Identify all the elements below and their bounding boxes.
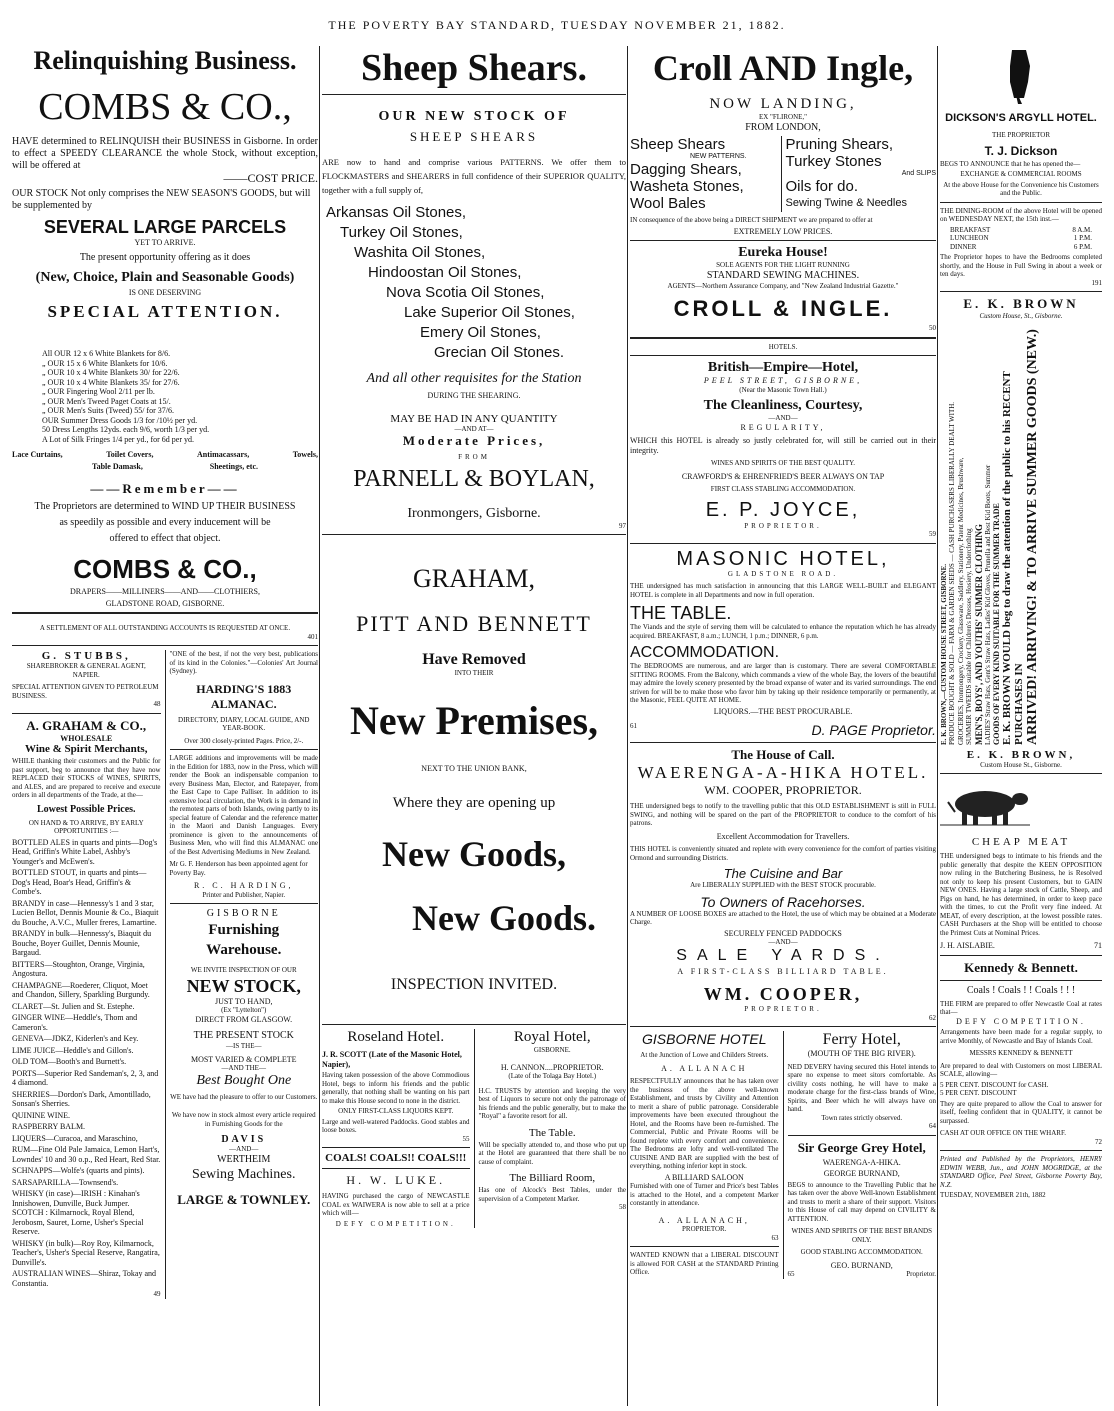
ad-text: LADIES' Straw Hats, Gent's Straw Hats, Ladies' Kid Gloves, Prunella and Best Kid Boots, Summer: [983, 464, 992, 745]
ad-text: EXTREMELY LOW PRICES.: [733, 226, 833, 236]
ad-text: Are prepared to deal with Customers on most LIBERAL SCALE, allowing—: [940, 1061, 1102, 1078]
ad-text: CASH AT OUR OFFICE ON THE WHARF.: [940, 1129, 1067, 1137]
column-3: [630, 46, 936, 1406]
column-1: [12, 46, 318, 1406]
list-item: WHISKY (in bulk)—Roy Roy, Kilmarnock, Teacher's, Usher's Special Reserve, Rangatira, Dunville's.: [12, 1238, 160, 1267]
ad-text: DURING THE SHEARING.: [427, 391, 521, 400]
ad-text: WHILE thanking their customers and the Public for past support, beg to announce that they have now REPLACED their STOCKS of WINES, SPIRITS, and ALES, and are prepared to receive and execute orders in all departments of the Trade, at the—: [12, 757, 161, 799]
headline: The House of Call.: [731, 747, 835, 762]
list-item: Sheep Shears: [630, 135, 726, 153]
headline: To Owners of Racehorses.: [700, 893, 866, 910]
ad-text: WANTED KNOWN that a LIBERAL DISCOUNT is allowed FOR CASH at the STANDARD Printing Office.: [630, 1251, 779, 1276]
meal-times: [940, 224, 1102, 254]
ad-title: British—Empire—Hotel,: [707, 360, 859, 375]
ad-text: Proprietor.: [906, 1270, 936, 1278]
stock-list: [12, 349, 318, 444]
ad-text: OUR STOCK Not only comprises the NEW SEASON'S GOODS, but will be supplemented by: [12, 188, 311, 211]
ad-number: 72: [1095, 1137, 1102, 1146]
ad-number: 63: [771, 1233, 779, 1242]
list-item: BOTTLED STOUT, in quarts and pints—Dog's Head, Boar's Head, Griffin's & Combe's.: [12, 868, 147, 896]
list-item: PORTS—Superior Red Sandeman's, 2, 3, and 4 diamond.: [12, 1068, 159, 1087]
ad-text: ARE now to hand and comprise various PATTERNS. We offer them to FLOCKMASTERS and SHEARERS in full confidence of their SUPERIOR QUALITY, together with a full supply of,: [322, 157, 626, 195]
ad-text: Has one of Alcock's Best Tables, under the supervision of a Competent Marker.: [478, 1186, 626, 1203]
ad-text: THE FIRM are prepared to offer Newcastle Coal at rates that—: [940, 999, 1102, 1016]
ad-text: SHAREBROKER & GENERAL AGENT,: [26, 662, 146, 670]
ad-title: Ferry Hotel,: [822, 1031, 901, 1048]
goods-item: Sheetings, etc.: [209, 461, 258, 471]
ad-text: THE PROPRIETOR: [991, 131, 1051, 139]
list-item: SARSAPARILLA—Townsend's.: [12, 1177, 119, 1187]
ad-text: THE PRESENT STOCK: [193, 1030, 294, 1041]
ad-text: GOOD STABLING ACCOMMODATION.: [800, 1248, 923, 1256]
ad-text: EX "FLIRONE,": [758, 113, 808, 121]
ad-text: PRODUCE BOUGHT & SOLD — FARM & GARDEN SEEDS — CASH PURCHASERS LIBERALLY DEALT WITH.: [948, 401, 956, 745]
ad-text: Are LIBERALLY SUPPLIED with the BEST STOCK procurable.: [690, 881, 876, 889]
list-item: WHISKY (in case)—IRISH : Kinahan's Innishowen, Dunville, Buck Jumper. SCOTCH : Kilmarnock, Royal Blend, Jerobosm, Sauret, Lorne, Usher's Special Reserve.: [12, 1189, 144, 1236]
list-item: „ OUR Men's Suits (Tweed) 55/ for 37/6.: [42, 406, 174, 415]
firm-name: J. H. AISLABIE.: [940, 941, 995, 950]
ad-text: WAERENGA-A-HIKA.: [822, 1157, 901, 1167]
firm-name: PITT AND BENNETT: [356, 611, 592, 636]
ad-text: Best Bought One: [196, 1072, 292, 1088]
ad-title: Croll AND Ingle,: [652, 48, 914, 88]
headline: Moderate Prices,: [402, 433, 546, 448]
ad-text: Excellent Accommodation for Travellers.: [716, 831, 850, 841]
ad-text: —AND THE—: [221, 1064, 266, 1072]
ad-text: Printer and Publisher, Napier.: [202, 890, 286, 899]
ad-text: Wine & Spirit Merchants,: [25, 743, 148, 755]
ad-text: WERTHEIM: [217, 1153, 271, 1165]
ad-number: 97: [619, 521, 626, 530]
address: Custom House St., Gisborne.: [980, 760, 1062, 769]
column-rule: [319, 46, 320, 1406]
ad-text: PROPRIETOR.: [744, 521, 822, 530]
headline: Have Removed: [422, 651, 526, 668]
ad-text: REGULARITY,: [740, 422, 826, 432]
list-item: Washeta Stones,: [630, 178, 744, 195]
ad-text: THIS HOTEL is conveniently situated and replete with every convenience for the comfort of parties visiting Ormond and surrounding Districts.: [630, 845, 936, 862]
goods-item: Table Damask,: [92, 461, 143, 471]
list-item: GENEVA—JDKZ, Kiderlen's and Key.: [12, 1034, 139, 1043]
ad-text: MEN'S, BOYS', AND YOUTHS' SUMMER CLOTHING: [973, 523, 984, 745]
ad-text: HAVE determined to RELINQUISH their BUSINESS in Gisborne. In order to effect a SPEEDY CLEARANCE the whole Stock, without exception, will be offered at: [12, 136, 318, 171]
ad-text: And all other requisites for the Station: [366, 371, 582, 386]
list-item: Pruning Shears,: [785, 135, 894, 153]
ad-text: Over 300 closely-printed Pages. Price, 2/-.: [184, 736, 304, 745]
list-item: GINGER WINE—Heddle's, Thom and Cameron's.: [12, 1013, 138, 1032]
ad-text: DIRECT FROM GLASGOW.: [195, 1014, 293, 1024]
headline: SPECIAL ATTENTION.: [47, 302, 283, 321]
ad-text: Where they are opening up: [392, 795, 556, 811]
firm-name: LARGE & TOWNLEY.: [177, 1191, 311, 1207]
ad-text: LARGE additions and improvements will be made in the Edition for 1883, now in the Press, which will render the Book an indispensable companion to every Business Man, Elector, and Ratepayer, from the East Cape to Cape Palliser. In addition to its extensive local circulation, the Work is in demand in the remotest parts of both Islands, owing partly to its special feature of Calendar and the reference matter in the Maori and Danish Languages. Every prominence is given to the announcements of Business Men, who will find this ALMANAC one of the Best Advertising Mediums in New Zealand.: [169, 754, 318, 856]
ad-text: The Table.: [528, 1126, 576, 1139]
ad-text: A. ALLANACH,: [658, 1215, 750, 1225]
list-item: CHAMPAGNE—Roederer, Cliquot, Moet and Chandon, Sillery, Sparkling Burgundy.: [12, 980, 150, 999]
firm-name: COMBS & CO.,: [73, 554, 257, 584]
ad-title: Sheep Shears.: [361, 47, 587, 89]
ad-text: Mr G. F. Henderson has been appointed agent for Poverty Bay.: [169, 860, 308, 877]
list-item: SCHNAPPS—Wolfe's (quarts and pints).: [12, 1166, 145, 1175]
ad-number: 58: [619, 1203, 626, 1211]
ad-text: DEFY COMPETITION.: [956, 1016, 1086, 1026]
ad-text: 5 PER CENT. DISCOUNT for CASH.: [940, 1080, 1049, 1089]
firm-name: CROLL & INGLE.: [673, 296, 893, 321]
ad-text: THE DINING-ROOM of the above Hotel will be opened on WEDNESDAY NEXT, the 15th inst.—: [940, 206, 1102, 223]
list-item: „ OUR 10 x 4 White Blankets 35/ for 27/6.: [42, 377, 180, 387]
ad-text: SUMMER TWEEDS suitable for Children's Dresses, Hosiery, Underclothing: [965, 527, 973, 745]
list-item: Wool Bales: [630, 195, 706, 212]
ad-title: DICKSON'S ARGYLL HOTEL.: [945, 112, 1097, 124]
ad-text: The BEDROOMS are numerous, and are larger than is customary. There are several COMFORTABLE SITTING ROOMS. From the Balcony, which commands a view of the whole Bay, the lovers of the beautiful may admire the lovely scenery presented by the broad expanse of water and its varied surroundings. The end striven for will be to make those who favor him by taking up their residence temporarily or permanently, at the Masonic, FEEL QUITE AT HOME.: [630, 662, 936, 704]
list-item: Sewing Twine & Needles: [785, 197, 907, 209]
ad-text: AGENTS—Northern Assurance Company, and "New Zealand Industrial Gazette.": [667, 281, 899, 290]
ad-text: Town rates strictly observed.: [821, 1113, 903, 1122]
list-item: BITTERS—Stoughton, Orange, Virginia, Angostura.: [12, 959, 145, 978]
list-item: LIME JUICE—Heddle's and Gillon's.: [12, 1045, 134, 1055]
ad-text: (Near the Masonic Town Hall.): [739, 385, 827, 394]
ad-title: Kennedy & Bennett.: [964, 959, 1078, 975]
ad-text: IN consequence of the above being a DIRECT SHIPMENT we are prepared to offer at: [630, 216, 873, 224]
ox-icon: [940, 782, 1030, 827]
list-item: NEW PATTERNS.: [690, 152, 747, 160]
ad-text: EXCHANGE & COMMERCIAL ROOMS: [960, 170, 1082, 178]
list-item: A Lot of Silk Fringes 1/4 per yd., for 6d per yd.: [42, 434, 194, 444]
ad-title: MASONIC HOTEL,: [676, 547, 890, 570]
list-item: Washita Oil Stones,: [354, 244, 486, 261]
ad-title: A. GRAHAM & CO.,: [26, 717, 147, 733]
section-label: HOTELS.: [768, 342, 798, 351]
ad-text: NAPIER.: [72, 670, 100, 679]
ad-text: BEGS to announce to the Travelling Public that he has taken over the above Well-known Establishment and trusts to merit a share of their support. Visitors to this House of call may depend on CIVILITY & ATTENTION.: [787, 1180, 936, 1223]
headline: NEW STOCK,: [186, 975, 301, 996]
ad-text: The Proprietor hopes to have the Bedrooms completed shortly, and the House in Full Swing in about a week or ten days.: [940, 253, 1102, 278]
ad-text: Lowest Possible Prices.: [36, 803, 136, 815]
list-item: And SLIPS: [901, 169, 936, 177]
list-item: Grecian Oil Stones.: [434, 344, 565, 361]
ad-text: —AND—: [229, 1145, 259, 1153]
ad-text: SOLE AGENTS FOR THE LIGHT RUNNING: [716, 261, 850, 269]
vertical-ad: [940, 325, 1102, 745]
meal-name: DINNER: [950, 242, 977, 251]
ad-text: as speedily as possible and every inducement will be: [59, 517, 271, 528]
ad-text: THE undersigned has much satisfaction in announcing that this LARGE WELL-BUILT and ELEGANT HOTEL is complete in all Departments and now in full operation.: [630, 582, 936, 599]
goods-item: Antimacassars,: [196, 450, 250, 459]
list-item: OLD TOM—Booth's and Burnett's.: [12, 1057, 127, 1066]
cost-price: ——COST PRICE.: [223, 171, 318, 185]
list-item: QUININE WINE.: [12, 1110, 71, 1120]
headline: Coals ! Coals ! ! Coals ! ! !: [966, 984, 1076, 996]
list-item: BRANDY in bulk—Hennessy's, Biaquit du Bouche, Boyer Guillet, Dennis Mounie, Bargaud.: [12, 929, 152, 957]
ad-text: SECURELY FENCED PADDOCKS: [724, 928, 842, 938]
list-item: RASPBERRY BALM.: [12, 1122, 86, 1131]
list-item: 50 Dress Lengths 12yds. each 9/6, worth 1/3 per yd.: [42, 425, 210, 434]
ad-text: WINES AND SPIRITS OF THE BEST QUALITY.: [710, 459, 856, 467]
ad-text: R. C. HARDING,: [193, 881, 294, 890]
ad-text: WHICH this HOTEL is already so justly celebrated for, will still be carried out in their integrity.: [630, 436, 936, 455]
ad-text: JUST TO HAND,: [214, 996, 273, 1006]
ad-text: WE INVITE INSPECTION OF OUR: [190, 966, 297, 974]
ad-text: At the Junction of Lowe and Childers Streets.: [640, 1051, 769, 1059]
list-item: „ OUR Fingering Wool 2/11 per lb.: [42, 387, 155, 396]
firm-name: COMBS & CO.,: [38, 86, 292, 128]
ad-number: 71: [1094, 941, 1102, 950]
firm-name: H. W. LUKE.: [346, 1173, 446, 1187]
list-item: „ OUR 10 x 4 White Blankets 30/ for 22/6.: [42, 368, 180, 377]
ad-text: offered to effect that object.: [109, 533, 221, 544]
ad-text: SPECIAL ATTENTION GIVEN TO PETROLEUM BUSINESS.: [12, 683, 159, 700]
ad-text: DRAPERS——MILLINERS——AND——CLOTHIERS,: [69, 587, 260, 596]
firm-name: D. PAGE Proprietor.: [811, 722, 936, 738]
firm-name: WM. COOPER,: [703, 984, 863, 1004]
ad-text: They are quite prepared to allow the Coal to answer for itself, feeling confident that in QUALITY, it cannot be surpassed.: [940, 1099, 1102, 1125]
ad-text: LIQUORS.—THE BEST PROCURABLE.: [713, 706, 853, 716]
ad-text: NED DEVERY having secured this Hotel intends to spare no expense to meet sitors comfortable. As civility costs nothing, he will have to make a moderate charge for the first-class brands of Wine, Spirits, and Beer which he will always have on hand.: [787, 1062, 936, 1113]
firm-name: E. K. BROWN,: [966, 748, 1076, 761]
goods-row: [12, 460, 318, 472]
list-item: „ OUR Men's Tweed Paget Coats at 15/.: [42, 396, 171, 406]
ad-text: WE have had the pleasure to offer to our Customers.: [170, 1092, 318, 1101]
ad-title: Furnishing Warehouse.: [206, 922, 282, 958]
ad-text: 5 PER CENT. DISCOUNT: [940, 1089, 1017, 1097]
ad-text: E. K. BROWN,—CUSTOM HOUSE STREET, GISBORNE.: [940, 563, 948, 745]
ad-title: Sir George Grey Hotel,: [797, 1139, 926, 1155]
ad-text: PROPRIETOR.: [682, 1225, 727, 1233]
address: Custom House, St., Gisborne.: [979, 312, 1063, 320]
headline: ACCOMMODATION.: [630, 644, 780, 661]
ad-text: WM. COOPER, PROPRIETOR.: [704, 783, 862, 797]
ad-text: RESPECTFULLY announces that he has taken over the business of the above well-known Establishment, and trusts by Civility and Attention to merit a share of public patronage. Considerable improvements have been executed throughout the Hotel, and the Rooms have been re-furnished. The Commercial, Public and Private Rooms will be found replete with every comfort and convenience. The Bedrooms are lofty and well-ventilated The CUISINE AND BAR are supplied with the best of everything, nothing inferior kept in stock.: [630, 1077, 779, 1170]
ad-title: Relinquishing Business.: [33, 46, 297, 75]
headline: GRAHAM,: [412, 564, 536, 593]
firm-name: E. P. JOYCE,: [705, 498, 861, 521]
list-item: All OUR 12 x 6 White Blankets for 8/6.: [42, 349, 171, 358]
headline: THE TABLE.: [630, 603, 732, 623]
ad-text: (Ex "Lyttelton"): [221, 1006, 267, 1014]
address: PEEL STREET, GISBORNE,: [703, 376, 863, 385]
ad-text: ONLY FIRST-CLASS LIQUORS KEPT.: [338, 1107, 454, 1115]
headline: Eureka House!: [738, 245, 828, 260]
firm-name: E. K. BROWN: [963, 296, 1079, 311]
firm-name: PARNELL & BOYLAN,: [353, 465, 595, 492]
ad-text: THE undersigned begs to intimate to his friends and the public generally that despite the KEEN OPPOSITION now ruling in the Butchering Business, he is Resolved not only to keep his present Customers, but to GAIN NEW ONES. Having a large stock of Cattle, Sheep, and Pigs on hand, he has determined, in order to keep pace with the times, to cut the Profit very fine indeed. At MEAT, of every description, at the lowest possible rates. CASH Purchasers at the Shop will be entitled to choose the Primest Cuts at Nominal Prices.: [940, 852, 1102, 937]
ad-text: DIRECTORY, DIARY, LOCAL GUIDE, AND YEAR-BOOK.: [178, 715, 310, 732]
headline: ARRIVED! ARRIVING! & TO ARRIVE SUMMER GOODS (NEW.): [1025, 328, 1040, 745]
ad-text: —IS THE—: [226, 1042, 262, 1050]
ad-text: FROM LONDON,: [745, 121, 821, 133]
headline: (New, Choice, Plain and Seasonable Goods): [35, 269, 295, 285]
imprint-date: TUESDAY, NOVEMBER 21th, 1882: [940, 1191, 1046, 1199]
ad-number: 62: [929, 1013, 936, 1022]
ad-text: —AND AT—: [454, 424, 494, 433]
meal-time: 8 A.M.: [1072, 225, 1092, 234]
meal-name: BREAKFAST: [950, 225, 991, 234]
ad-title: Roseland Hotel.: [347, 1029, 445, 1045]
list-item: BRANDY in case—Hennessy's 1 and 3 star, Lucien Bellot, Dennis Mounie & Co., Biaquit du Bouche, A.V.C., Muller freres, Lamartine.: [12, 898, 159, 927]
ad-number: 48: [153, 700, 161, 708]
wine-list: [12, 838, 161, 1289]
column-rule: [937, 46, 938, 1406]
ad-text: FROM: [458, 453, 490, 461]
ad-text: Will be specially attended to, and those who put up at the Hotel are guaranteed that there shall be no cause of complaint.: [478, 1140, 626, 1166]
ad-text: Ironmongers, Gisborne.: [407, 505, 541, 521]
ad-text: Having taken possession of the above Commodious Hotel, begs to inform his friends and the public generally, that nothing shall be wanting on his part to make this House second to none in the district.: [322, 1071, 470, 1105]
ad-text: PROPRIETOR.: [744, 1005, 822, 1013]
headline: SALE YARDS.: [676, 946, 890, 964]
list-item: Lake Superior Oil Stones,: [404, 304, 575, 321]
ad-text: H.C. TRUSTS by attention and keeping the very best of Liquors to secure not only the patronage of his friends and the public generally, but to make the "Royal" a favorite resort for all.: [478, 1086, 626, 1120]
pointing-hand-icon: [940, 46, 1100, 106]
headline: ——Remember——: [90, 481, 240, 496]
ad-text: INTO THEIR: [454, 669, 494, 677]
headline: NOW LANDING,: [709, 96, 857, 112]
ad-text: The Billiard Room,: [509, 1172, 596, 1184]
ad-text: MESSRS KENNEDY & BENNETT: [969, 1049, 1073, 1057]
ad-text: WHOLESALE: [60, 733, 113, 743]
ad-number: 61: [630, 722, 637, 730]
ad-number: 55: [462, 1134, 470, 1143]
headline: New Goods.: [411, 898, 596, 938]
address: GLADSTONE ROAD.: [727, 569, 839, 578]
headline: The Cleanliness, Courtesy,: [703, 398, 863, 413]
ad-number: 64: [929, 1122, 936, 1130]
headline: New Goods,: [381, 834, 566, 874]
ad-text: GEORGE BURNAND,: [823, 1169, 900, 1178]
address: GLADSTONE ROAD, GISBORNE.: [105, 598, 225, 608]
ad-text: MAY BE HAD IN ANY QUANTITY: [390, 412, 558, 425]
ad-text: YET TO ARRIVE.: [134, 238, 196, 247]
list-item: Nova Scotia Oil Stones,: [386, 284, 545, 301]
ad-text: MOST VARIED & COMPLETE: [190, 1054, 297, 1064]
meal-time: 1 P.M.: [1073, 234, 1092, 242]
list-item: BOTTLED ALES in quarts and pints—Dog's Head, Griffin's White Label, Ashby's Younger's and McEwen's.: [12, 837, 158, 866]
ad-text: Large and well-watered Paddocks. Good stables and loose boxes.: [322, 1117, 470, 1134]
list-item: Dagging Shears,: [630, 161, 742, 178]
ad-text: FIRST CLASS STABLING ACCOMMODATION.: [710, 485, 856, 493]
column-2: [322, 46, 626, 1406]
ad-text: GEO. BURNAND,: [830, 1260, 893, 1270]
notice: A SETTLEMENT OF ALL OUTSTANDING ACCOUNTS IS REQUESTED AT ONCE.: [39, 624, 291, 632]
ad-text: —AND—: [768, 938, 798, 946]
list-item: Arkansas Oil Stones,: [326, 204, 467, 221]
ad-text: STANDARD SEWING MACHINES.: [706, 269, 860, 281]
ad-text: A NUMBER OF LOOSE BOXES are attached to the Hotel, the use of which may be obtained at a Moderate Charge.: [630, 909, 936, 926]
ad-text: HAVING purchased the cargo of NEWCASTLE COAL ex WAIWERA is now able to sell at a price which will—: [322, 1192, 470, 1217]
ad-number: 49: [153, 1290, 161, 1298]
meal-name: LUNCHEON: [950, 234, 989, 242]
ad-text: THE undersigned begs to notify to the travelling public that this OLD ESTABLISHMENT is still in FULL SWING, and nothing will be spared on the part of the PROPRIETOR to conduce to the comfort of his patrons.: [630, 802, 936, 827]
ad-text: WINES AND SPIRITS OF THE BEST BRANDS ONLY.: [791, 1227, 933, 1244]
column-rule: [627, 46, 628, 1406]
headline: SHEEP SHEARS: [409, 129, 539, 144]
list-item: Hindoostan Oil Stones,: [368, 264, 522, 281]
ad-title: HARDING'S 1883 ALMANAC.: [196, 681, 292, 711]
ad-text: At the above House for the Convenience his Customers and the Public.: [943, 180, 1099, 197]
headline: CHEAP MEAT: [971, 836, 1071, 848]
ad-title: G. STUBBS,: [41, 650, 131, 662]
goods-row: [12, 450, 318, 460]
column-4: [940, 46, 1102, 1406]
headline: COALS! COALS!! COALS!!!: [325, 1152, 467, 1164]
list-item: Turkey Oil Stones,: [340, 224, 463, 241]
masthead: THE POVERTY BAY STANDARD, TUESDAY NOVEMBER 21, 1882.: [328, 18, 786, 32]
ad-title: Royal Hotel,: [513, 1029, 591, 1045]
ad-text: (Late of the Tolaga Bay Hotel.): [508, 1072, 597, 1080]
ad-text: J. R. SCOTT (Late of the Masonic Hotel, Napier),: [322, 1050, 462, 1069]
list-item: LIQUERS—Curacoa, and Maraschino,: [12, 1133, 138, 1143]
ad-text: DAVIS: [221, 1134, 267, 1145]
stones-list: [322, 203, 626, 363]
ad-number: 59: [929, 530, 936, 538]
ad-number: 50: [929, 324, 936, 332]
ad-text: "ONE of the best, if not the very best, publications of its kind in the Colonies."—Colonies' Art Journal (Sydney).: [169, 650, 318, 675]
list-item: „ OUR 15 x 6 White Blankets for 10/6.: [42, 358, 168, 368]
list-item: SHERRIES—Dordon's Dark, Amontillado, Sonsan's Sherries.: [12, 1089, 151, 1108]
list-item: RUM—Fine Old Pale Jamaica, Lemon Hart's, Lowndes' 10 and 30 o.p., Red Heart, Red Star.: [12, 1145, 161, 1164]
goods-item: Lace Curtains,: [12, 450, 63, 459]
ad-text: GOODS OF EVERY KIND SUITABLE FOR THE SUMMER TRADE: [992, 502, 1001, 745]
ad-text: (MOUTH OF THE BIG RIVER).: [807, 1049, 916, 1058]
ad-text: BEGS TO ANNOUNCE that he has opened the—: [940, 159, 1081, 168]
ad-text: The Viands and the style of serving them will be calculated to enhance the reputation which he has already acquired. BREAKFAST, 8 a.m.; LUNCH, 1 p.m.; DINNER, 6 p.m.: [630, 623, 936, 640]
ad-text: DEFY COMPETITION.: [335, 1219, 456, 1228]
ad-title: GISBORNE HOTEL: [642, 1031, 767, 1047]
ad-text: —AND—: [768, 414, 798, 422]
list-item: OUR Summer Dress Goods 1/3 for /10½ per yd.: [42, 415, 198, 425]
ad-text: IS ONE DESERVING: [128, 287, 202, 297]
ad-number: 65: [787, 1270, 795, 1278]
meal-time: 6 P.M.: [1073, 242, 1092, 251]
goods-item: Toilet Covers,: [106, 450, 154, 459]
headline: OUR NEW STOCK OF: [378, 109, 570, 124]
ad-text: The Proprietors are determined to WIND UP THEIR BUSINESS: [34, 501, 296, 512]
ad-text: E. K. BROWN WOULD beg to draw the attention of the public to his RECENT PURCHASES IN: [1001, 370, 1025, 745]
ad-number: 191: [1091, 278, 1102, 287]
ad-text: The present opportunity offering as it does: [79, 251, 251, 263]
headline: The Cuisine and Bar: [723, 866, 843, 881]
list-item: AUSTRALIAN WINES—Shiraz, Tokay and Constantia.: [12, 1269, 157, 1288]
ad-number: 401: [307, 632, 318, 641]
list-item: CLARET—St. Julien and St. Estephe.: [12, 1001, 135, 1011]
ad-text: Sewing Machines.: [192, 1166, 296, 1182]
ad-text: GROCERIES, Ironmongery, Crockery, Glassware, Saddlery, Stationery, Patent Medicines, Brushware,: [956, 457, 965, 745]
goods-item: Towels,: [292, 450, 318, 459]
ad-text: Arrangements have been made for a regular supply, to arrive Monthly, of Newcastle and Bay of Islands Coal.: [940, 1028, 1102, 1045]
ad-text: A. ALLANACH: [661, 1063, 748, 1073]
ad-text: We have now in stock almost every article required in Furnishing Goods for the: [171, 1111, 316, 1128]
ad-text: GISBORNE.: [533, 1046, 571, 1054]
ad-text: A BILLIARD SALOON: [664, 1172, 744, 1182]
list-item: Turkey Stones: [785, 152, 882, 170]
headline: INSPECTION INVITED.: [390, 976, 558, 993]
ad-text: CRAWFORD'S & EHRENFRIED'S BEER ALWAYS ON TAP: [681, 471, 885, 481]
firm-name: T. J. Dickson: [984, 143, 1058, 158]
ad-text: A FIRST-CLASS BILLIARD TABLE.: [677, 966, 889, 976]
headline: New Premises,: [349, 697, 599, 743]
ad-title: WAERENGA-A-HIKA HOTEL.: [637, 763, 929, 782]
headline: SEVERAL LARGE PARCELS: [43, 217, 287, 237]
ad-text: NEXT TO THE UNION BANK,: [421, 763, 527, 773]
imprint: Printed and Published by the Proprietors, HENRY EDWIN WEBB, Jun., and JOHN MOGRIDGE, at the STANDARD Office, Peel Street, Gisborne Poverty Bay, N.Z.: [940, 1155, 1102, 1189]
list-item: Emery Oil Stones,: [420, 324, 541, 341]
ad-text: H. CANNON....PROPRIETOR.: [500, 1062, 604, 1072]
list-item: Oils for do.: [785, 178, 859, 195]
ad-text: ON HAND & TO ARRIVE, BY EARLY OPPORTUNITIES :—: [28, 818, 144, 835]
ad-text: GISBORNE: [206, 908, 281, 919]
ad-text: Furnished with one of Turner and Price's best Tables is attached to the Hotel, and a competent Marker constantly in attendance.: [630, 1182, 779, 1207]
